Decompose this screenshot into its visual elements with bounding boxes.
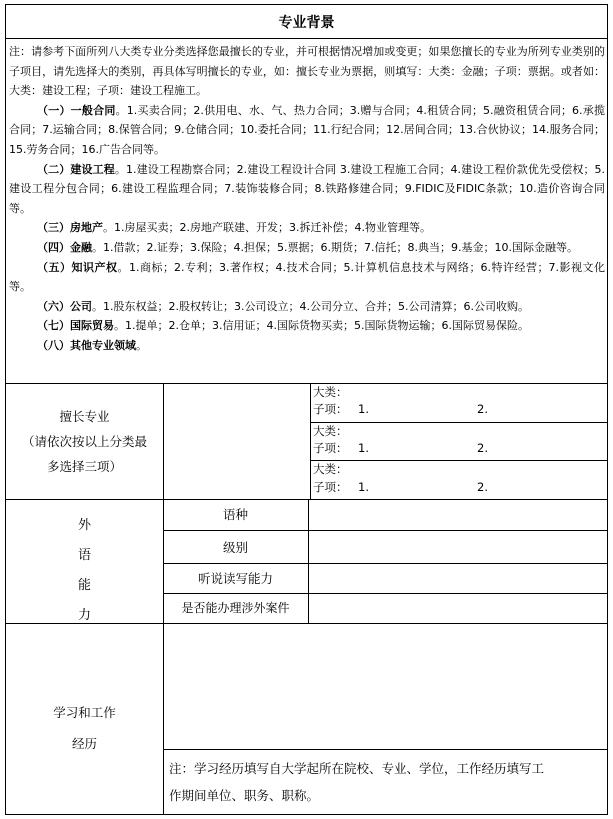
sub-item-2: 2. (477, 441, 488, 455)
instruction-intro: 注：请参考下面所列八大类专业分类选择您最擅长的专业，并可根据情况增加或变更；如果您擅长的专业为所列专业类别的子项目，请先选择大的类别，再具体写明擅长的专业，如：擅长专业为票据，则填写：大类：金融；子项：票据。或者如：大类：建设工程；子项：建设工程施工。 (9, 45, 605, 98)
language-type-label: 语种 (222, 507, 248, 522)
foreign-cases-label: 是否能办理涉外案件 (181, 601, 290, 615)
major-label: 大类： (313, 424, 348, 438)
category-6: （六）公司。1.股东权益；2.股权转让；3.公司设立；4.公司分立、合并；5.公司清算；6.公司收购。 (37, 299, 529, 313)
language-skills-input[interactable] (309, 564, 607, 593)
language-level-label: 级别 (222, 540, 248, 555)
category-2: （二）建设工程。1.建设工程勘察合同；2.建设工程设计合同 3.建设工程施工合同；4.建设工程价款优先受偿权；5.建设工程分包合同；6.建设工程监理合同；7.装饰装修合同；8.铁路修建合同；9.FIDIC及FIDIC条款；10.造价咨询合同等。 (9, 162, 605, 215)
divider (310, 383, 311, 499)
category-3: （三）房地产。1.房屋买卖；2.房地产联建、开发；3.拆迁补偿；4.物业管理等。 (37, 221, 431, 235)
category-7: （七）国际贸易。1.提单；2.仓单；3.信用证；4.国际货物买卖；5.国际货物运输；6.国际贸易保险。 (37, 319, 529, 333)
sub-item-1: 1. (358, 402, 369, 416)
experience-input[interactable] (164, 624, 607, 749)
major-label: 大类： (313, 462, 348, 476)
major-label: 大类： (313, 385, 348, 399)
divider (163, 749, 607, 750)
sub-item-1: 1. (358, 480, 369, 494)
section-title: 专业背景 (6, 5, 607, 39)
sub-label: 子项： (313, 402, 348, 416)
language-level-input[interactable] (309, 531, 607, 563)
divider (6, 383, 607, 384)
sub-label: 子项： (313, 480, 348, 494)
category-4: （四）金融。1.借款；2.证券；3.保险；4.担保；5.票据；6.期货；7.信托；8.典当；9.基金；10.国际金融等。 (37, 240, 578, 254)
specialty-instructions (9, 42, 605, 356)
specialty-label: 擅长专业 （请依次按以上分类最 多选择三项） (21, 409, 147, 474)
sub-item-2: 2. (477, 402, 488, 416)
experience-note: 注：学习经历填写自大学起所在院校、专业、学位，工作经历填写工 作期间单位、职务、职称。 (169, 761, 545, 803)
sub-item-2: 2. (477, 480, 488, 494)
category-1: （一）一般合同。1.买卖合同；2.供用电、水、气、热力合同；3.赠与合同；4.租赁合同；5.融资租赁合同；6.承揽合同；7.运输合同；8.保管合同；9.仓储合同；10.委托合同；11.行纪合同；12.居间合同；13.合伙协议；14.服务合同；15.劳务合同；16.广告合同等。 (9, 103, 606, 156)
sub-item-1: 1. (358, 441, 369, 455)
category-8: （八）其他专业领域。 (37, 338, 147, 352)
experience-label: 学习和工作 经历 (53, 705, 116, 751)
language-label-char: 外 (78, 518, 92, 533)
divider (310, 422, 607, 423)
language-label-char: 力 (78, 608, 92, 623)
divider (310, 460, 607, 461)
language-label-char: 语 (78, 548, 92, 563)
language-label-char: 能 (78, 578, 92, 593)
category-5: （五）知识产权。1.商标；2.专利；3.著作权；4.技术合同；5.计算机信息技术与网络；6.特许经营；7.影视文化等。 (9, 260, 606, 294)
foreign-cases-input[interactable] (309, 594, 607, 623)
language-type-input[interactable] (309, 500, 607, 530)
sub-label: 子项： (313, 441, 348, 455)
profile-form (5, 4, 608, 815)
language-skills-label: 听说读写能力 (197, 571, 273, 586)
